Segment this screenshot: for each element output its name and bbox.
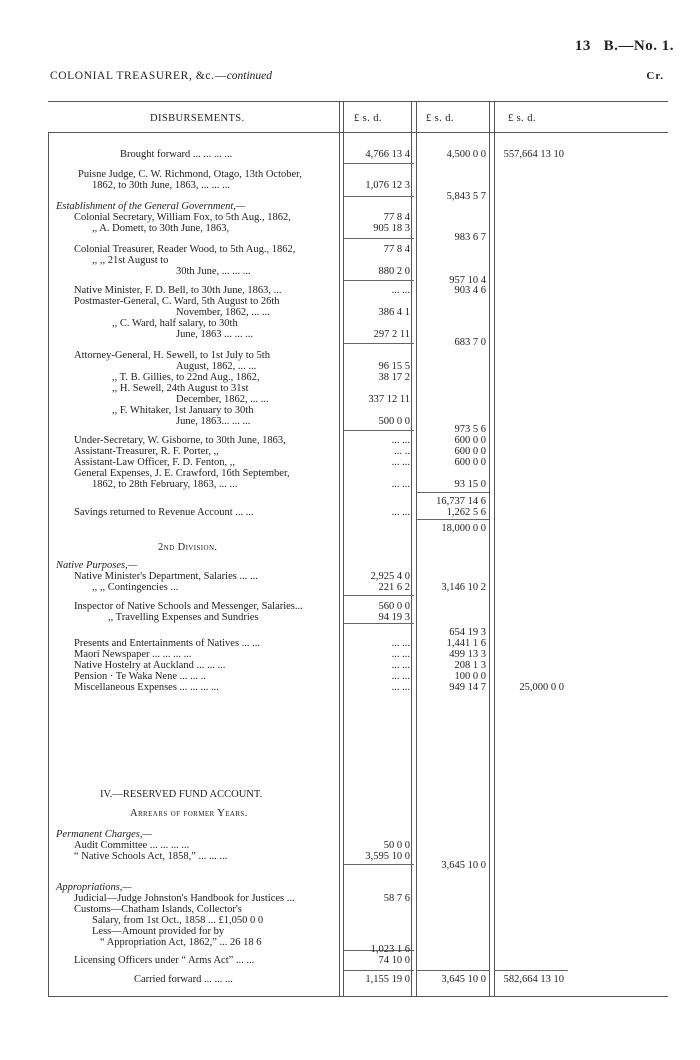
amount-c2: 683 7 0: [454, 337, 486, 348]
amount-c1: 77 8 4: [383, 244, 410, 255]
amount-c1: ... ...: [391, 435, 410, 446]
entry-description: Inspector of Native Schools and Messenger, Salaries...: [74, 601, 303, 612]
amount-c2: 93 15 0: [454, 479, 486, 490]
amount-c2: 208 1 3: [454, 660, 486, 671]
disbursements-table: [48, 101, 668, 997]
entry-description: 2nd Division.: [158, 542, 218, 553]
amount-c3: 25,000 0 0: [519, 682, 564, 693]
column-header-1: £ s. d.: [354, 113, 382, 124]
entry-description: Customs—Chatham Islands, Collector's: [74, 904, 242, 915]
entry-description: Salary, from 1st Oct., 1858 ... £1,050 0 0: [92, 915, 264, 926]
entry-description: Brought forward ... ... ... ...: [120, 149, 233, 160]
column-header-3: £ s. d.: [508, 113, 536, 124]
entry-description: June, 1863 ... ... ...: [176, 329, 253, 340]
entry-description: Attorney-General, H. Sewell, to 1st July to 5th: [74, 350, 270, 361]
amount-c2: 654 19 3: [449, 627, 486, 638]
entry-description: Appropriations,—: [56, 882, 132, 893]
entry-description: ,, ,, Contingencies ...: [92, 582, 179, 593]
entry-description: Miscellaneous Expenses ... ... ... ...: [74, 682, 219, 693]
amount-c1: ... ...: [391, 682, 410, 693]
entry-description: Postmaster-General, C. Ward, 5th August to 26th: [74, 296, 280, 307]
amount-c2: 973 5 6: [454, 424, 486, 435]
entry-description: ,, ,, 21st August to: [92, 255, 169, 266]
entry-description: Puisne Judge, C. W. Richmond, Otago, 13th October,: [78, 169, 302, 180]
sum-rule: [344, 595, 414, 596]
amount-c2: 600 0 0: [454, 457, 486, 468]
entry-description: November, 1862, ... ...: [176, 307, 270, 318]
entry-description: “ Native Schools Act, 1858,” ... ... ...: [74, 851, 228, 862]
entry-description: Arrears of former Years.: [130, 808, 248, 819]
sum-rule: [344, 238, 414, 239]
amount-c2: 957 10 4: [449, 275, 486, 286]
amount-c2: 100 0 0: [454, 671, 486, 682]
column-2-rule-double: [416, 101, 417, 996]
entry-description: June, 1863... ... ...: [176, 416, 251, 427]
entry-description: Native Purposes,—: [56, 560, 138, 571]
entry-description: ,, Travelling Expenses and Sundries: [108, 612, 259, 623]
amount-c1: 905 18 3: [373, 223, 410, 234]
amount-c2: 3,645 10 0: [441, 974, 486, 985]
entry-description: General Expenses, J. E. Crawford, 16th September,: [74, 468, 290, 479]
amount-c1: ... ...: [391, 457, 410, 468]
page-number: 13: [574, 38, 591, 54]
entry-description: Under-Secretary, W. Gisborne, to 30th June, 1863,: [74, 435, 286, 446]
sum-rule: [344, 343, 414, 344]
amount-c1: 38 17 2: [378, 372, 410, 383]
entry-description: Native Minister, F. D. Bell, to 30th June, 1863, ...: [74, 285, 282, 296]
table-top-rule: [48, 101, 668, 102]
entry-description: Maori Newspaper ... ... ... ...: [74, 649, 192, 660]
amount-c1: 500 0 0: [378, 416, 410, 427]
amount-c2: 16,737 14 6: [436, 496, 486, 507]
entry-description: ,, A. Domett, to 30th June, 1863,: [92, 223, 230, 234]
column-2-rule: [411, 101, 412, 996]
entry-description: Audit Committee ... ... ... ...: [74, 840, 190, 851]
amount-c1: ... ...: [391, 285, 410, 296]
entry-description: ,, C. Ward, half salary, to 30th: [112, 318, 238, 329]
header-bottom-rule: [48, 132, 668, 133]
column-header-2: £ s. d.: [426, 113, 454, 124]
amount-c2: 499 13 3: [449, 649, 486, 660]
amount-c1: 337 12 11: [368, 394, 410, 405]
entry-description: Pension · Te Waka Nene ... ... ..: [74, 671, 206, 682]
amount-c2: 949 14 7: [449, 682, 486, 693]
entry-description: Colonial Treasurer, Reader Wood, to 5th Aug., 1862,: [74, 244, 296, 255]
sum-rule: [344, 970, 414, 971]
running-title-text: COLONIAL TREASURER, &c.—: [50, 70, 227, 82]
entry-description: 1862, to 30th June, 1863, ... ... ...: [92, 180, 230, 191]
amount-c1: 96 15 5: [378, 361, 410, 372]
sum-rule: [344, 430, 414, 431]
amount-c1: 386 4 1: [378, 307, 410, 318]
entry-description: IV.—RESERVED FUND ACCOUNT.: [100, 789, 263, 800]
amount-c1: 1,155 19 0: [365, 974, 410, 985]
entry-description: Permanent Charges,—: [56, 829, 152, 840]
amount-c1: 880 2 0: [378, 266, 410, 277]
amount-c3: 557,664 13 10: [503, 149, 564, 160]
entry-description: 1862, to 28th February, 1863, ... ...: [92, 479, 238, 490]
sum-rule: [494, 970, 568, 971]
amount-c2: 3,645 10 0: [441, 860, 486, 871]
amount-c2: 600 0 0: [454, 435, 486, 446]
entry-description: Native Hostelry at Auckland ... ... ...: [74, 660, 226, 671]
entry-description: Less—Amount provided for by: [92, 926, 225, 937]
entry-description: August, 1862, ... ...: [176, 361, 257, 372]
column-1-rule-double: [343, 101, 344, 996]
amount-c2: 5,843 5 7: [446, 191, 486, 202]
amount-c1: 560 0 0: [378, 601, 410, 612]
amount-c2: 18,000 0 0: [441, 523, 486, 534]
amount-c2: 1,441 1 6: [446, 638, 486, 649]
amount-c1: ... ...: [391, 671, 410, 682]
amount-c2: 600 0 0: [454, 446, 486, 457]
amount-c1: ... ...: [391, 479, 410, 490]
column-header-disbursements: DISBURSEMENTS.: [150, 113, 245, 124]
entry-description: Licensing Officers under “ Arms Act” ... ...: [74, 955, 255, 966]
sum-rule: [344, 196, 414, 197]
entry-description: ,, T. B. Gillies, to 22nd Aug., 1862,: [112, 372, 260, 383]
entry-description: Presents and Entertainments of Natives ... ...: [74, 638, 261, 649]
amount-c1: 2,925 4 0: [370, 571, 410, 582]
entry-description: Savings returned to Revenue Account ... ...: [74, 507, 254, 518]
amount-c1: ... ...: [391, 660, 410, 671]
amount-c1: 74 10 0: [378, 955, 410, 966]
amount-c1: 77 8 4: [383, 212, 410, 223]
sum-rule: [344, 864, 414, 865]
column-3-rule-double: [494, 101, 495, 996]
amount-c1: 4,766 13 4: [365, 149, 410, 160]
amount-c1: 58 7 6: [383, 893, 410, 904]
amount-c2: 1,262 5 6: [446, 507, 486, 518]
amount-c1: 50 0 0: [383, 840, 410, 851]
sum-rule: [417, 492, 489, 493]
document-reference: B.—No. 1.: [603, 38, 674, 54]
entry-description: Native Minister's Department, Salaries ... ...: [74, 571, 258, 582]
running-title-italic: continued: [226, 70, 273, 82]
amount-c2: 3,146 10 2: [441, 582, 486, 593]
amount-c1: 3,595 10 0: [365, 851, 410, 862]
amount-c1: 94 19 3: [378, 612, 410, 623]
amount-c2: 983 6 7: [454, 232, 486, 243]
column-3-rule: [489, 101, 490, 996]
sum-rule: [417, 519, 489, 520]
amount-c1: 1,076 12 3: [365, 180, 410, 191]
entry-description: Establishment of the General Government,—: [56, 201, 246, 212]
sum-rule: [344, 163, 414, 164]
entry-description: Assistant-Law Officer, F. D. Fenton, ,,: [74, 457, 235, 468]
amount-c1: 1,023 1 6: [370, 944, 410, 955]
sum-rule: [417, 970, 489, 971]
amount-c3: 582,664 13 10: [503, 974, 564, 985]
page-header: [575, 38, 674, 55]
entry-description: ,, F. Whitaker, 1st January to 30th: [112, 405, 254, 416]
amount-c1: ... ...: [391, 649, 410, 660]
amount-c1: ... ..: [394, 446, 410, 457]
amount-c1: ... ...: [391, 507, 410, 518]
entry-description: Carried forward ... ... ...: [134, 974, 233, 985]
entry-description: December, 1862, ... ...: [176, 394, 269, 405]
entry-description: Assistant-Treasurer, R. F. Porter, ,,: [74, 446, 219, 457]
sum-rule: [344, 623, 414, 624]
running-title: [50, 70, 272, 82]
amount-c2: 4,500 0 0: [446, 149, 486, 160]
table-left-rule: [48, 132, 49, 996]
amount-c1: 221 6 2: [378, 582, 410, 593]
sum-rule: [344, 280, 414, 281]
amount-c1: ... ...: [391, 638, 410, 649]
entry-description: “ Appropriation Act, 1862,” ... 26 18 6: [100, 937, 262, 948]
amount-c1: 297 2 11: [373, 329, 410, 340]
side-label: Cr.: [646, 70, 664, 82]
amount-c2: 903 4 6: [454, 285, 486, 296]
entry-description: ,, H. Sewell, 24th August to 31st: [112, 383, 249, 394]
entry-description: 30th June, ... ... ...: [176, 266, 251, 277]
column-1-rule: [339, 101, 340, 996]
entry-description: Judicial—Judge Johnston's Handbook for Justices ...: [74, 893, 295, 904]
entry-description: Colonial Secretary, William Fox, to 5th Aug., 1862,: [74, 212, 291, 223]
